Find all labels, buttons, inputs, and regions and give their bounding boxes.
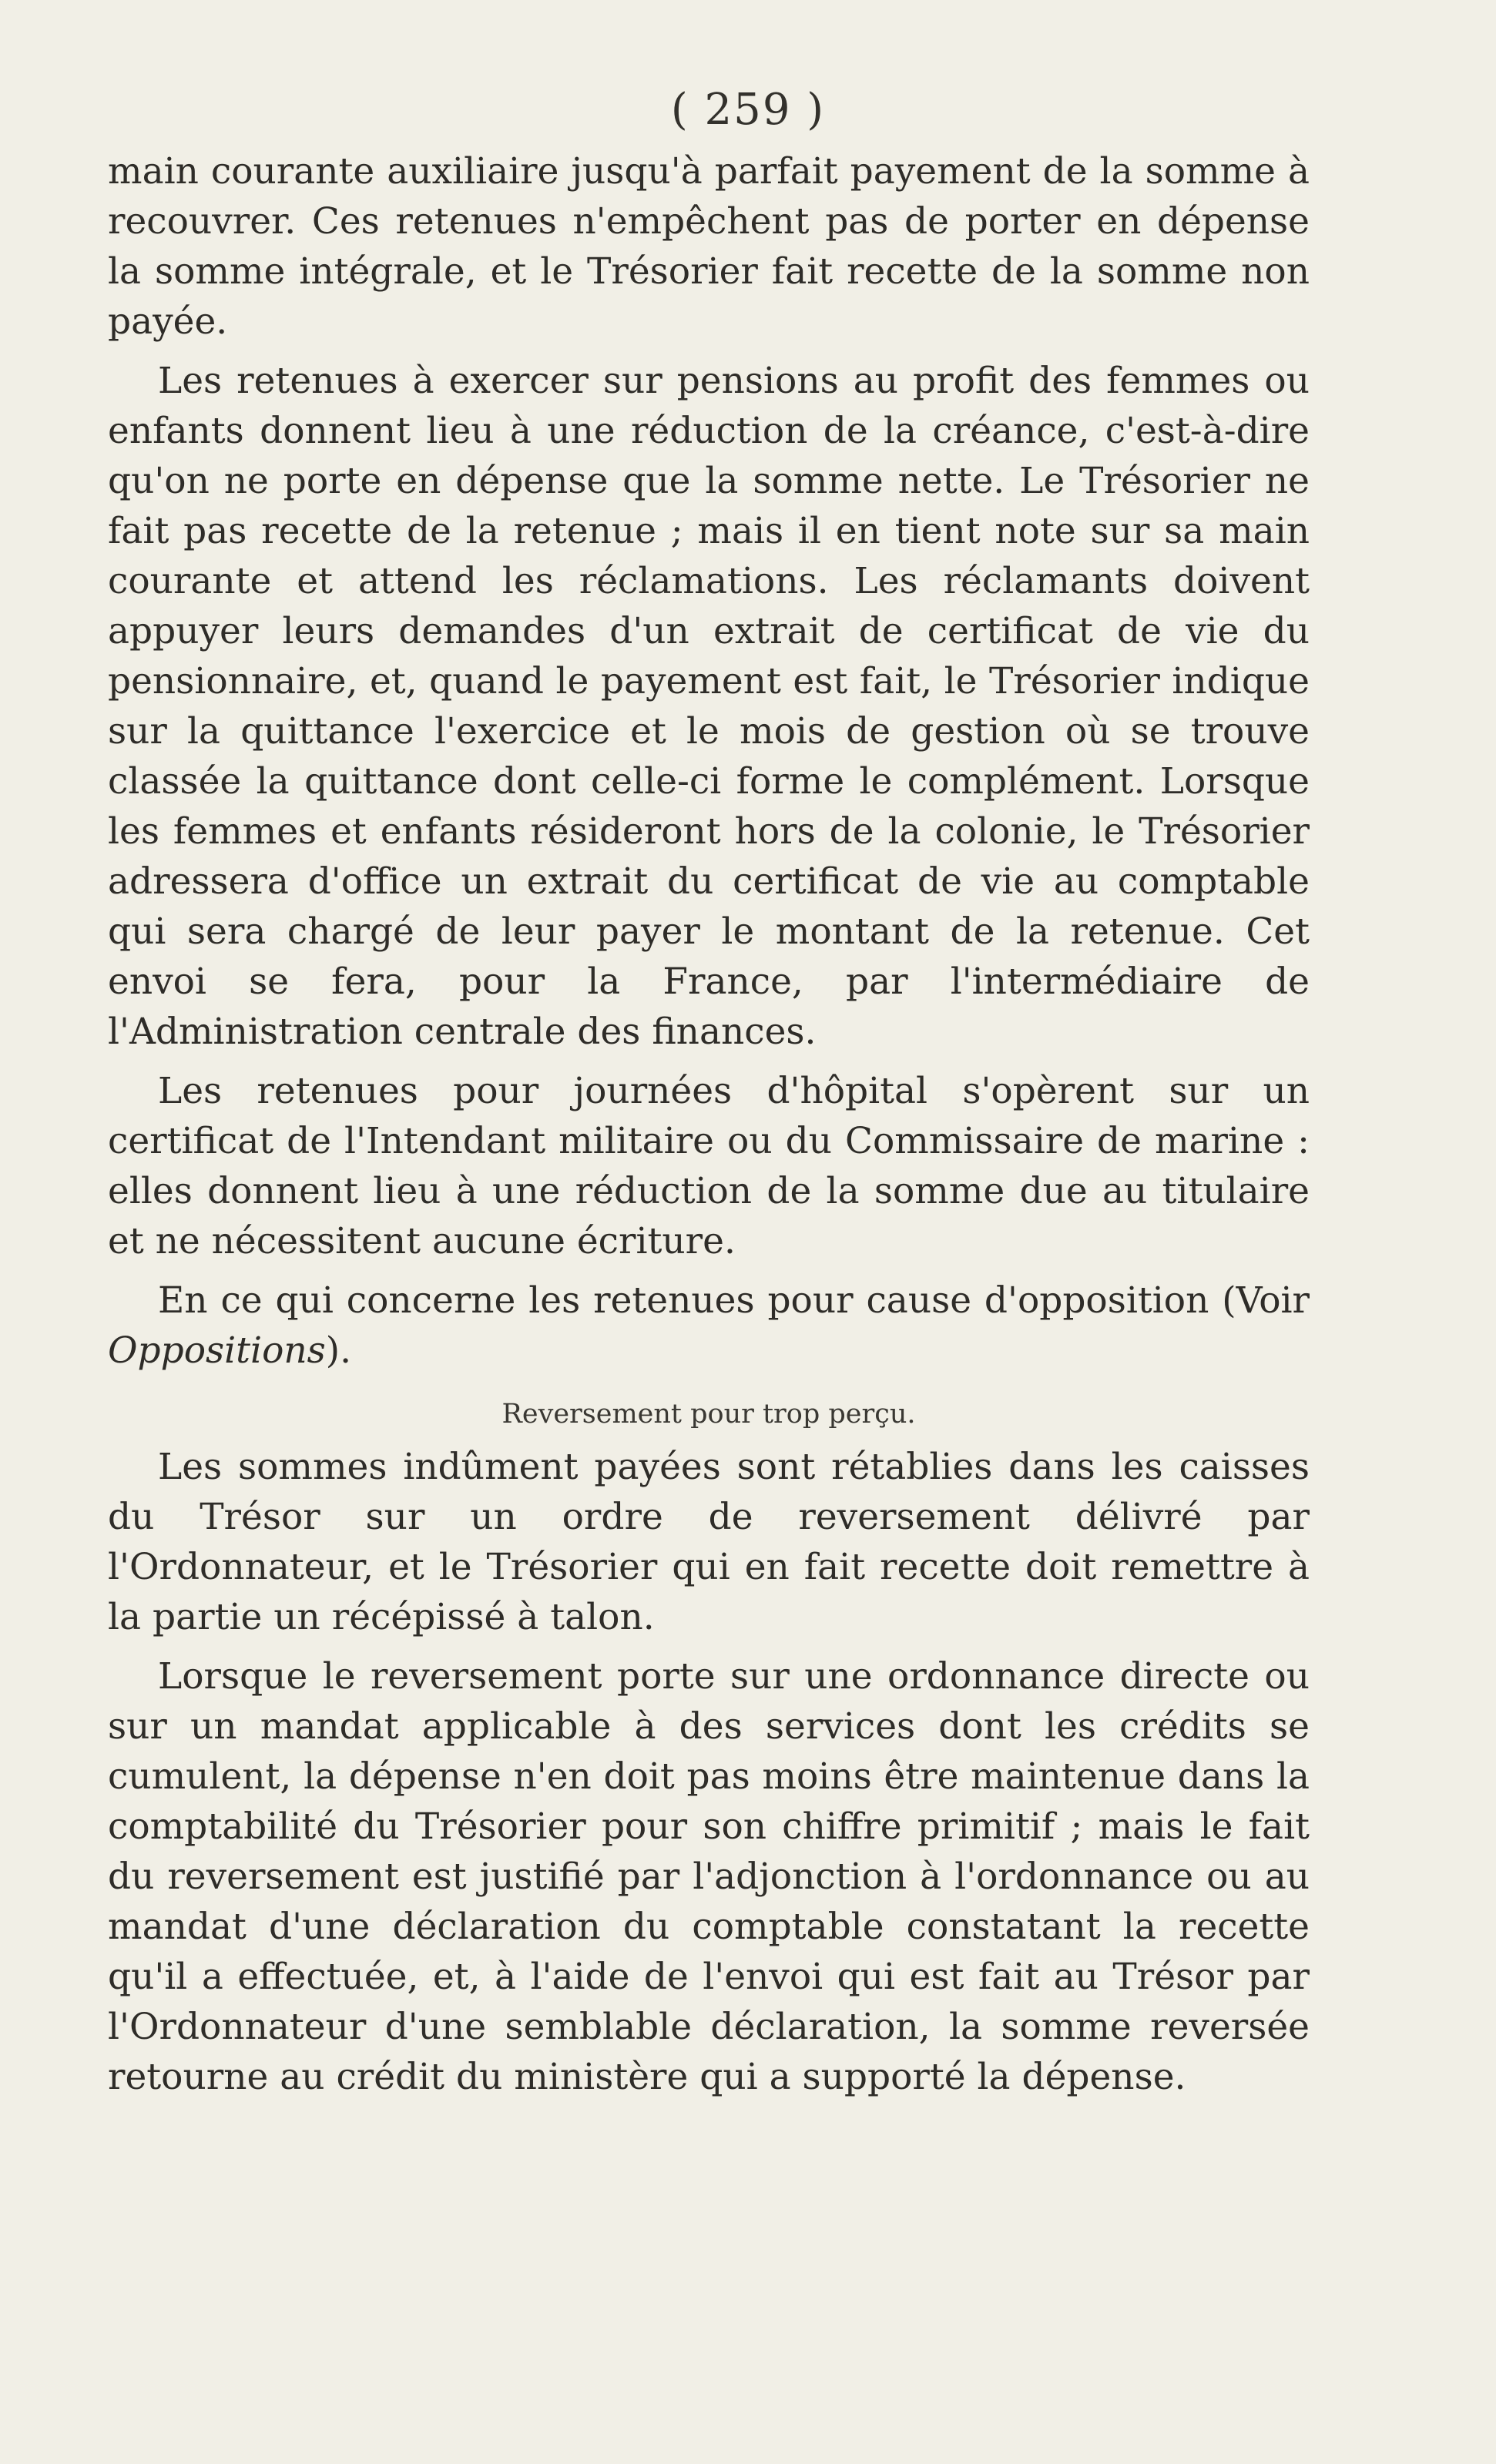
paragraph-opposition-reference [108,1276,1310,1376]
paragraph-continuation: main courante auxiliaire jusqu'à parfait payement de la somme à recouvrer. Ces retenues n'empêchent pas de porter en dépense la somme intégrale, et le Trésorier fait recette de la somme non payée. [108,150,1310,343]
oppositions-cross-reference: Oppositions [108,1329,326,1372]
paragraph-reversement: Les sommes indûment payées sont rétablies dans les caisses du Trésor sur un ordre de reversement délivré par l'Ordonnateur, et le Trésorier qui en fait recette doit remettre à la partie un récépissé à talon. [108,1446,1310,1638]
paragraph-hospital-retentions: Les retenues pour journées d'hôpital s'opèrent sur un certificat de l'Intendant militaire ou du Commissaire de marine : elles donnent lieu à une réduction de la somme due au titulaire et ne nécessitent aucune écriture. [108,1070,1310,1262]
paragraph-pension-retentions: Les retenues à exercer sur pensions au profit des femmes ou enfants donnent lieu à une réduction de la créance, c'est-à-dire qu'on ne porte en dépense que la somme nette. Le Trésorier ne fait pas recette de la retenue ; mais il en tient note sur sa main courante et attend les réclamations. Les réclamants doivent appuyer leurs demandes d'un extrait de certificat de vie du pensionnaire, et, quand le payement est fait, le Trésorier indique sur la quittance l'exercice et le mois de gestion où se trouve classée la quittance dont celle-ci forme le complément. Lorsque les femmes et enfants résideront hors de la colonie, le Trésorier adressera d'office un extrait du certificat de vie au comptable qui sera chargé de leur payer le montant de la retenue. Cet envoi se fera, pour la France, par l'intermédiaire de l'Administration centrale des finances. [108,360,1310,1053]
section-heading: Reversement pour trop perçu. [501,1399,916,1430]
opposition-lead-text: En ce qui concerne les retenues pour cause d'opposition (Voir [158,1279,1310,1322]
opposition-tail-text: ). [325,1329,352,1372]
body-text [108,146,1310,2102]
page-number: ( 259 ) [670,85,826,135]
paragraph-reversement-ordonnance: Lorsque le reversement porte sur une ordonnance directe ou sur un mandat applicable à des services dont les crédits se cumulent, la dépense n'en doit pas moins être maintenue dans la comptabilité du Trésorier pour son chiffre primitif ; mais le fait du reversement est justifié par l'adjonction à l'ordonnance ou au mandat d'une déclaration du comptable constatant la recette qu'il a effectuée, et, à l'aide de l'envoi qui est fait au Trésor par l'Ordonnateur d'une semblable déclaration, la somme reversée retourne au crédit du ministère qui a supporté la dépense. [108,1655,1310,2098]
